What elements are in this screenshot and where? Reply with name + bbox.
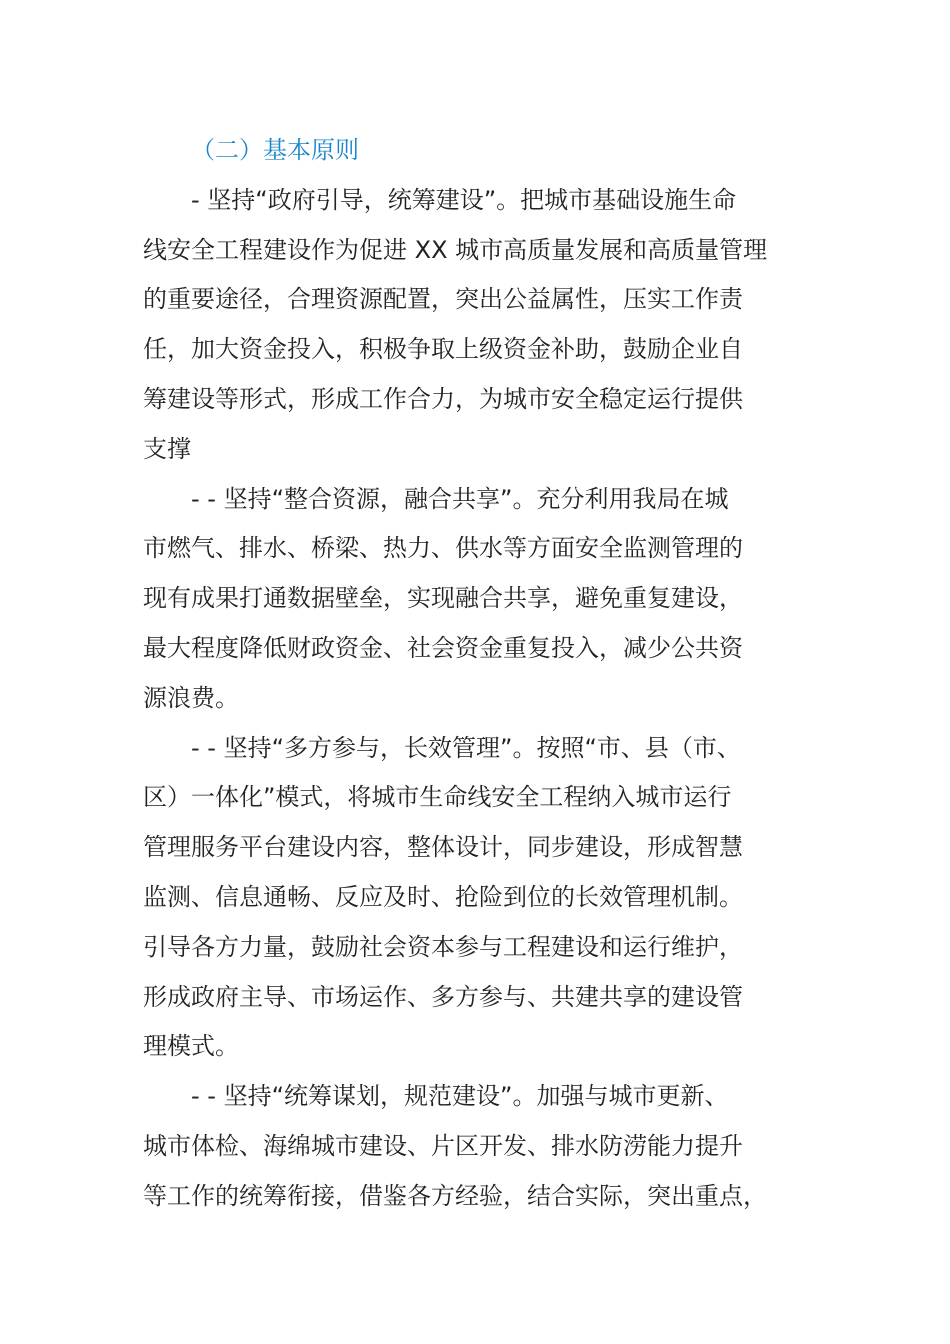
paragraph-line: 等工作的统筹衔接，借鉴各方经验，结合实际，突出重点，	[143, 1181, 767, 1210]
paragraph-line: 支撑	[143, 434, 191, 463]
paragraph-line: 理模式。	[143, 1032, 239, 1061]
paragraph-line: 市燃气、排水、桥梁、热力、供水等方面安全监测管理的	[143, 534, 743, 563]
paragraph-line: 形成政府主导、市场运作、多方参与、共建共享的建设管	[143, 982, 743, 1011]
principle-paragraph-2	[143, 475, 823, 724]
paragraph-line: 引导各方力量，鼓励社会资本参与工程建设和运行维护，	[143, 932, 743, 961]
paragraph-line: 线安全工程建设作为促进 XX 城市高质量发展和高质量管理	[143, 235, 768, 264]
paragraph-line: 筹建设等形式，形成工作合力，为城市安全稳定运行提供	[143, 384, 743, 413]
principle-paragraph-1	[143, 176, 823, 475]
paragraph-line: 现有成果打通数据壁垒，实现融合共享，避免重复建设，	[143, 584, 743, 613]
paragraph-line: - 坚持“政府引导，统筹建设”。把城市基础设施生命	[191, 185, 737, 214]
paragraph-line: 城市体检、海绵城市建设、片区开发、排水防涝能力提升	[143, 1131, 743, 1160]
principle-paragraph-4	[143, 1072, 823, 1221]
paragraph-line: 最大程度降低财政资金、社会资金重复投入，减少公共资	[143, 633, 743, 662]
paragraph-line: - - 坚持“整合资源，融合共享”。充分利用我局在城	[191, 484, 729, 513]
paragraph-line: - - 坚持“统筹谋划，规范建设”。加强与城市更新、	[191, 1082, 729, 1111]
section-heading: （二）基本原则	[191, 136, 359, 164]
paragraph-line: 管理服务平台建设内容，整体设计，同步建设，形成智慧	[143, 833, 743, 862]
paragraph-line: 区）一体化”模式，将城市生命线安全工程纳入城市运行	[143, 783, 732, 812]
document-body	[143, 126, 823, 1222]
paragraph-line: 监测、信息通畅、反应及时、抢险到位的长效管理机制。	[143, 882, 743, 911]
paragraph-line: 任，加大资金投入，积极争取上级资金补助，鼓励企业自	[143, 335, 743, 364]
principle-paragraph-3	[143, 724, 823, 1073]
paragraph-line: 的重要途径，合理资源配置，突出公益属性，压实工作责	[143, 285, 743, 314]
paragraph-line: - - 坚持“多方参与，长效管理”。按照“市、县（市、	[191, 733, 741, 762]
paragraph-line: 源浪费。	[143, 683, 239, 712]
